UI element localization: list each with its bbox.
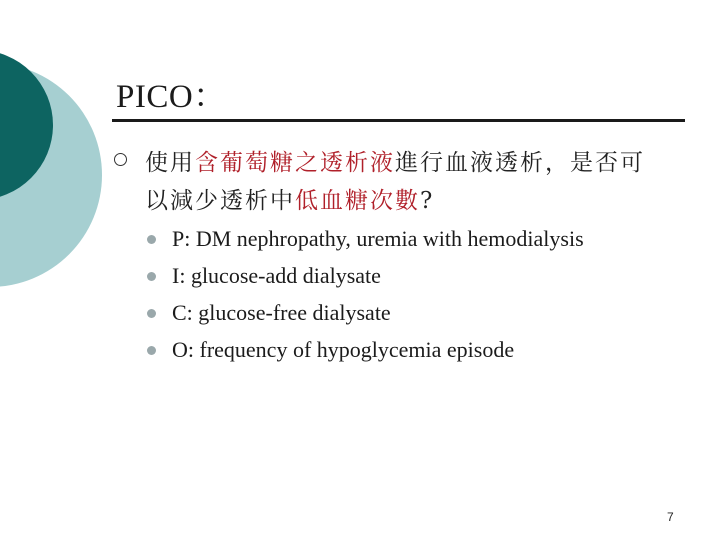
pico-item-text: I: glucose-add dialysate: [172, 263, 381, 288]
hollow-circle-bullet-icon: [114, 153, 127, 166]
pico-item-text: C: glucose-free dialysate: [172, 300, 391, 325]
question-text: 使用: [145, 150, 195, 176]
research-question: [145, 144, 665, 220]
bullet-dot-icon: [147, 346, 156, 355]
question-text: 進行血液透析，是否可以減少透析中: [145, 150, 645, 214]
title-underline: [112, 119, 685, 122]
question-text: ?: [420, 188, 435, 214]
pico-item-p: [172, 226, 584, 263]
slide-title: PICO：: [116, 79, 227, 115]
bullet-dot-icon: [147, 272, 156, 281]
pico-item-o: [172, 337, 584, 374]
page-number: 7: [667, 510, 674, 524]
bullet-dot-icon: [147, 235, 156, 244]
pico-list: [172, 226, 584, 374]
pico-item-c: [172, 300, 584, 337]
pico-item-i: [172, 263, 584, 300]
question-highlight: 含葡萄糖之透析液: [195, 150, 395, 176]
question-highlight: 低血糖次數: [295, 188, 420, 214]
pico-item-text: P: DM nephropathy, uremia with hemodialysis: [172, 226, 584, 251]
bullet-dot-icon: [147, 309, 156, 318]
pico-item-text: O: frequency of hypoglycemia episode: [172, 337, 515, 362]
